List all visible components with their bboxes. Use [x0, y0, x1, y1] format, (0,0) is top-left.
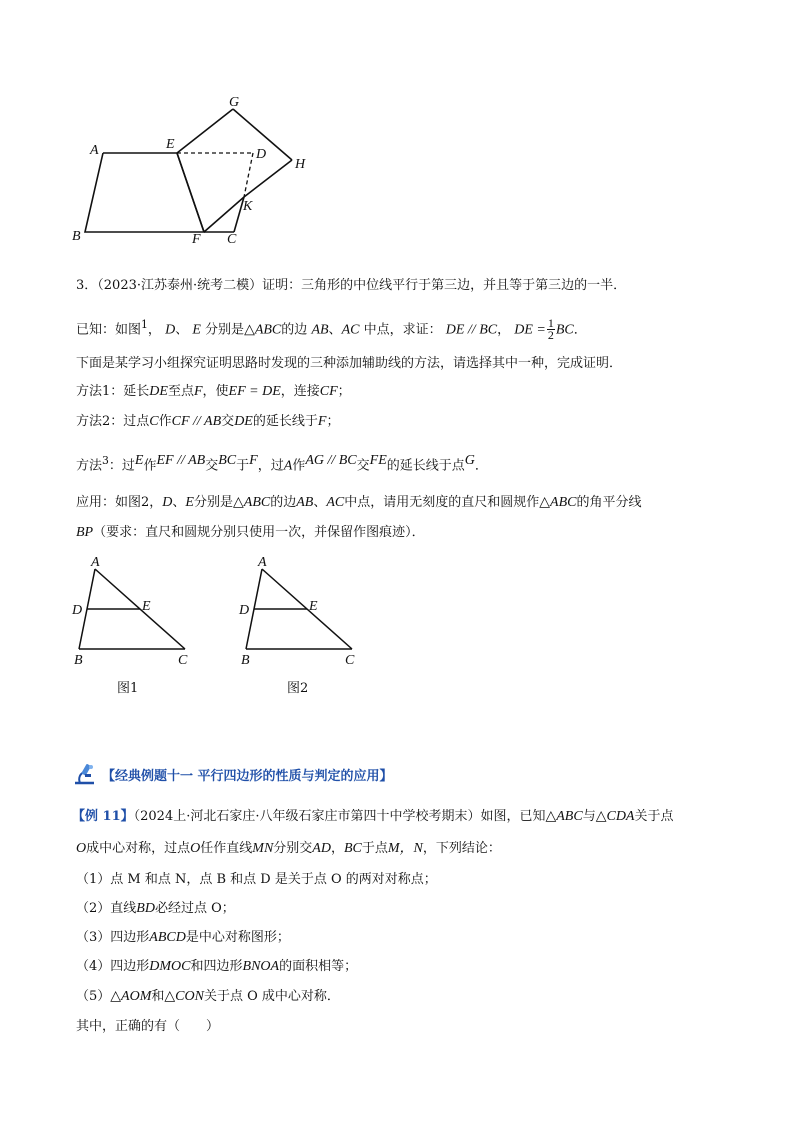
problem3-intro: 下面是某学习小组探究证明思路时发现的三种添加辅助线的方法，请选择其中一种，完成证明． [76, 356, 623, 371]
method-3: 方法$^3$：过$^E$作$^{EF // AB}$交$^{BC}$于$^F$，过A作$^{AG // BC}$交$^{FE}$的延长线于点$^G$． [76, 453, 488, 474]
triangle-figure-1 [65, 552, 205, 672]
segment-ef [177, 153, 204, 232]
conclusion-2: （2）直线BD必经过点 O； [76, 901, 235, 916]
point-label-b: B [72, 229, 81, 244]
problem3-known: 已知：如图$^1$， D、 E 分别是△ABC的边 AB、AC 中点，求证： DE // BC， DE = $\frac{1}{2}$ BC． [76, 316, 587, 343]
fig1-label-b: B [74, 653, 83, 668]
example11-line1: 【例 11】（2024上·河北石家庄·八年级石家庄市第四十中学校考期末）如图，已知△ABC与△CDA关于点 [72, 809, 674, 824]
parallelogram-abcd-left [85, 153, 204, 232]
fig1-label-a: A [91, 555, 100, 570]
fig1-label-e: E [142, 599, 151, 614]
point-label-g: G [229, 95, 240, 110]
fig1-label-c: C [178, 653, 188, 668]
problem3-statement: 3．（2023·江苏泰州·统考二模）证明：三角形的中位线平行于第三边，并且等于第三边的一半． [76, 278, 627, 293]
example11-line2: O成中心对称，过点O任作直线MN分别交AD，BC于点M，N，下列结论： [76, 841, 501, 856]
segment-hk [244, 160, 292, 197]
point-label-f: F [192, 232, 201, 247]
microscope-icon [72, 762, 98, 786]
point-label-e: E [166, 137, 175, 152]
conclusion-4: （4）四边形DMOC和四边形BNOA的面积相等； [76, 959, 358, 974]
section-heading [72, 762, 393, 786]
point-label-k: K [243, 199, 253, 214]
example-tag: 【例 11】 [72, 809, 134, 824]
fraction-one-half: $\frac{1}{2}$ [547, 316, 554, 343]
fig2-label-a: A [258, 555, 267, 570]
figure-2-caption: 图2 [287, 681, 309, 696]
application-line2: BP（要求：直尺和圆规分别只使用一次，并保留作图痕迹）． [76, 525, 425, 540]
point-label-c: C [227, 232, 237, 247]
triangle-figure-2 [232, 552, 372, 672]
segment-eg [177, 109, 233, 153]
figure-1-caption: 图1 [117, 681, 139, 696]
section-title: 【经典例题十一 平行四边形的性质与判定的应用】 [102, 768, 393, 784]
question-prompt: 其中，正确的有（ ） [76, 1019, 220, 1034]
application-line1: 应用：如图2，D、E分别是△ABC的边AB、AC中点，请用无刻度的直尺和圆规作△ABC的角平分线 [76, 495, 642, 510]
segment-kf [204, 197, 244, 232]
fig1-label-d: D [72, 603, 83, 618]
point-label-h: H [295, 157, 306, 172]
parallelogram-square-figure [60, 90, 340, 255]
point-label-a: A [90, 143, 99, 158]
fig2-label-c: C [345, 653, 355, 668]
fig2-label-d: D [239, 603, 250, 618]
method-1: 方法1：延长DE至点F，使EF = DE，连接CF； [76, 384, 351, 399]
fig2-label-e: E [309, 599, 318, 614]
method-2: 方法2：过点C作CF // AB交DE的延长线于F； [76, 414, 340, 429]
conclusion-3: （3）四边形ABCD是中心对称图形； [76, 930, 290, 945]
fig2-label-b: B [241, 653, 250, 668]
point-label-d: D [256, 147, 267, 162]
conclusion-5: （5）△AOM和△CON关于点 O 成中心对称． [76, 989, 340, 1004]
conclusion-1: （1）点 M 和点 N，点 B 和点 D 是关于点 O 的两对对称点； [76, 872, 437, 887]
